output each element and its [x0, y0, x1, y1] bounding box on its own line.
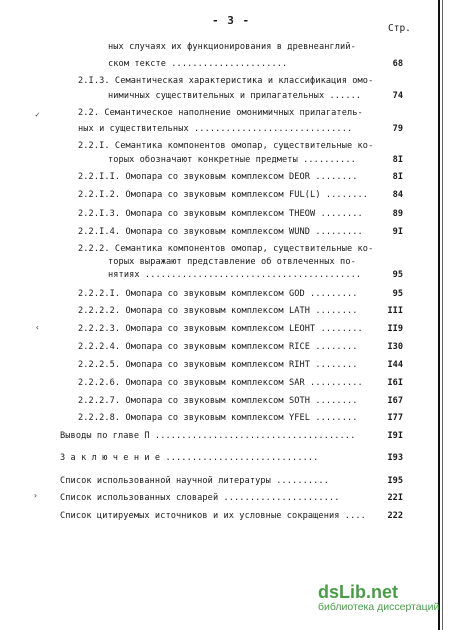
toc-line: 2.2.2.6. Омопара со звуковым комплексом SAR .......... — [78, 378, 363, 388]
toc-line: 2.2. Семантическое наполнение омонимичных прилагатель- — [78, 108, 363, 118]
toc-line: 2.I.3. Семантическая характеристика и классификация омо- — [78, 76, 374, 86]
watermark-logo: dsLib.net — [318, 582, 398, 602]
toc-page: III — [387, 306, 403, 316]
toc-line: 2.2.2.I. Омопара со звуковым комплексом GOD ......... — [78, 289, 358, 299]
binding-edge — [438, 0, 440, 630]
toc-page: I77 — [387, 413, 403, 423]
page-column-header: Стр. — [388, 23, 411, 34]
toc-line: ском тексте ...................... — [108, 59, 288, 69]
margin-mark: ‹ — [35, 323, 40, 332]
toc-page: 68 — [392, 59, 403, 69]
toc-page: 222 — [387, 511, 403, 521]
toc-line: 2.2.I.4. Омопара со звуковым комплексом WUND ......... — [78, 227, 363, 237]
toc-line: Список использованной научной литературы .......... — [60, 476, 329, 486]
toc-page: 8I — [392, 172, 403, 182]
watermark-subtitle: библиотека диссертаций — [318, 601, 440, 613]
toc-line: Список цитируемых источников и их условные сокращения .... — [60, 511, 366, 521]
toc-page: 95 — [392, 289, 403, 299]
toc-page: 84 — [392, 190, 403, 200]
toc-line: торых обозначают конкретные предметы .......... — [108, 155, 356, 165]
toc-line: Выводы по главе П ...................................... — [60, 431, 356, 441]
margin-mark: ✓ — [35, 110, 40, 119]
toc-line: 2.2.I.2. Омопара со звуковым комплексом FUL(L) ........ — [78, 190, 369, 200]
toc-page: I6I — [387, 378, 403, 388]
toc-line: торых выражают представление об отвлеченных по- — [108, 257, 356, 267]
toc-line: 2.2.2.4. Омопара со звуковым комплексом RICE ........ — [78, 342, 358, 352]
toc-line: 2.2.2.7. Омопара со звуковым комплексом SOTH ........ — [78, 396, 358, 406]
margin-mark: › — [33, 491, 38, 500]
toc-line: нимичных существительных и прилагательных ...... — [108, 91, 362, 101]
toc-page: II9 — [387, 324, 403, 334]
watermark — [318, 582, 439, 613]
toc-page: 8I — [392, 155, 403, 165]
toc-line: 2.2.I.I. Омопара со звуковым комплексом DEOR ........ — [78, 172, 358, 182]
toc-page: 9I — [392, 227, 403, 237]
toc-line: 2.2.2.5. Омопара со звуковым комплексом RIHT ........ — [78, 360, 358, 370]
toc-line: ных и существительных .............................. — [78, 124, 353, 134]
toc-page: 95 — [392, 270, 403, 280]
toc-page: 74 — [392, 91, 403, 101]
toc-line: 2.2.2. Семантика компонентов омопар, существительные ко- — [78, 244, 374, 254]
toc-line: 2.2.2.2. Омопара со звуковым комплексом LATH ........ — [78, 306, 358, 316]
toc-line: нятиях ......................................... — [108, 270, 362, 280]
binding-edge-shadow — [442, 0, 443, 630]
toc-page: 89 — [392, 209, 403, 219]
toc-line: Список использованных словарей ...................... — [60, 493, 340, 503]
toc-page: I95 — [387, 476, 403, 486]
toc-page: I30 — [387, 342, 403, 352]
toc-line: 2.2.2.8. Омопара со звуковым комплексом YFEL ........ — [78, 413, 358, 423]
toc-line: ных случаях их функционирования в древнеанглий- — [108, 42, 356, 52]
toc-page: I9I — [387, 431, 403, 441]
toc-line: 2.2.I. Семантика компонентов омопар, существительные ко- — [78, 141, 374, 151]
page-number: - 3 - — [212, 14, 251, 27]
toc-page: 22I — [387, 493, 403, 503]
toc-line: 2.2.2.3. Омопара со звуковым комплексом LEOHT ........ — [78, 324, 363, 334]
toc-page: I67 — [387, 396, 403, 406]
toc-page: I93 — [387, 453, 403, 463]
toc-page: 79 — [392, 124, 403, 134]
toc-page: I44 — [387, 360, 403, 370]
toc-line: 2.2.I.3. Омопара со звуковым комплексом THEOW ........ — [78, 209, 363, 219]
toc-line: З а к л ю ч е н и е ............................. — [60, 453, 319, 463]
